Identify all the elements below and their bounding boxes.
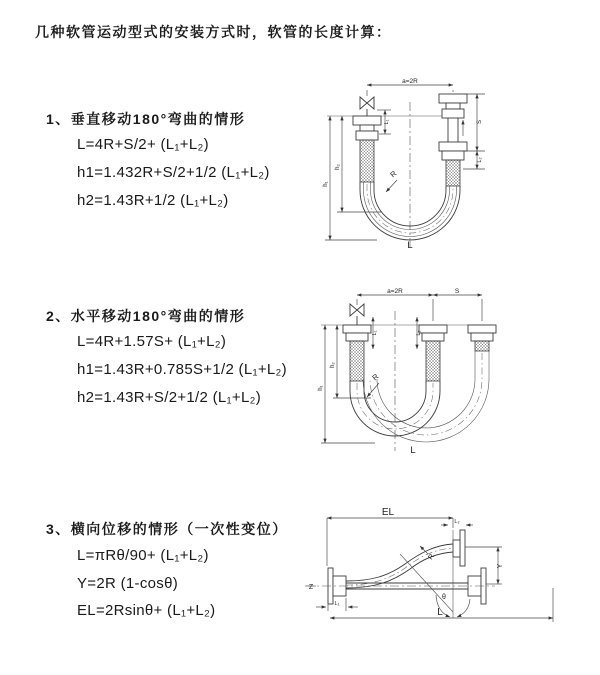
section-2-formula-h1: h1=1.43R+0.785S+1/2 (L₁+L₂) [77, 361, 287, 378]
dim-label-h1: h₁ [323, 181, 329, 187]
section-2-heading: 2、水平移动180°弯曲的情形 [46, 308, 246, 324]
radius-label: R [370, 371, 381, 383]
angle-label: θ [442, 594, 446, 601]
middle-fitting [419, 325, 447, 381]
valve-icon [350, 304, 364, 325]
section-2-formula-L: L=4R+1.57S+ (L₁+L₂) [77, 333, 227, 350]
section-3-formula-EL: EL=2Rsinθ+ (L₁+L₂) [77, 602, 216, 619]
dim-label-h2: h₂ [330, 362, 336, 368]
right-fitting [439, 94, 467, 186]
section-3-heading: 3、横向位移的情形（一次性变位） [46, 521, 288, 537]
dim-label-l1: L₁ [384, 119, 390, 125]
dim-label-s: S [477, 119, 483, 125]
dim-label-l1: L₁ [334, 601, 340, 607]
dim-label-s: S [454, 288, 460, 295]
length-label: L [410, 445, 416, 456]
dim-label-a2r: a=2R [387, 288, 403, 295]
section-1-formula-L: L=4R+S/2+ (L₁+L₂) [77, 136, 209, 153]
length-label: L [407, 240, 413, 251]
diagram-horizontal-180-bend [313, 283, 575, 461]
svg-text:Z: Z [308, 584, 314, 591]
left-fitting [343, 325, 371, 381]
dim-label-h1: h₁ [318, 385, 324, 391]
section-3-formula-Y: Y=2R (1-cosθ) [77, 575, 179, 592]
dim-label-el: EL [381, 507, 395, 518]
upper-flange [453, 530, 465, 566]
length-label: L [437, 607, 443, 618]
hose-s-curve [346, 544, 453, 588]
dim-label-l2: L₂ [454, 519, 460, 525]
dim-label-h2: h₂ [335, 164, 341, 170]
diagram-vertical-180-bend [315, 72, 550, 264]
dim-label-a2r: a=2R [402, 78, 418, 85]
radius-label: R [388, 168, 399, 180]
left-fitting [353, 116, 381, 182]
dim-label-l2: L₂ [416, 330, 422, 336]
section-2-formula-h2: h2=1.43R+S/2+1/2 (L₁+L₂) [77, 389, 262, 406]
valve-icon [360, 97, 374, 116]
section-3-formula-L: L=πRθ/90+ (L₁+L₂) [77, 547, 209, 564]
section-1-heading: 1、垂直移动180°弯曲的情形 [46, 111, 246, 127]
dim-label-l2: L₂ [477, 157, 483, 163]
dim-label-y: Y [497, 563, 504, 569]
radius-label: R [427, 553, 437, 562]
section-1-formula-h2: h2=1.43R+1/2 (L₁+L₂) [77, 192, 229, 209]
diagram-lateral-displacement [300, 500, 600, 658]
dim-label-l1: L₁ [372, 330, 378, 336]
page-title: 几种软管运动型式的安装方式时，软管的长度计算： [35, 24, 392, 40]
centerline-symbol [306, 584, 316, 591]
section-1-formula-h1: h1=1.432R+S/2+1/2 (L₁+L₂) [77, 164, 270, 181]
right-fitting [468, 325, 496, 351]
